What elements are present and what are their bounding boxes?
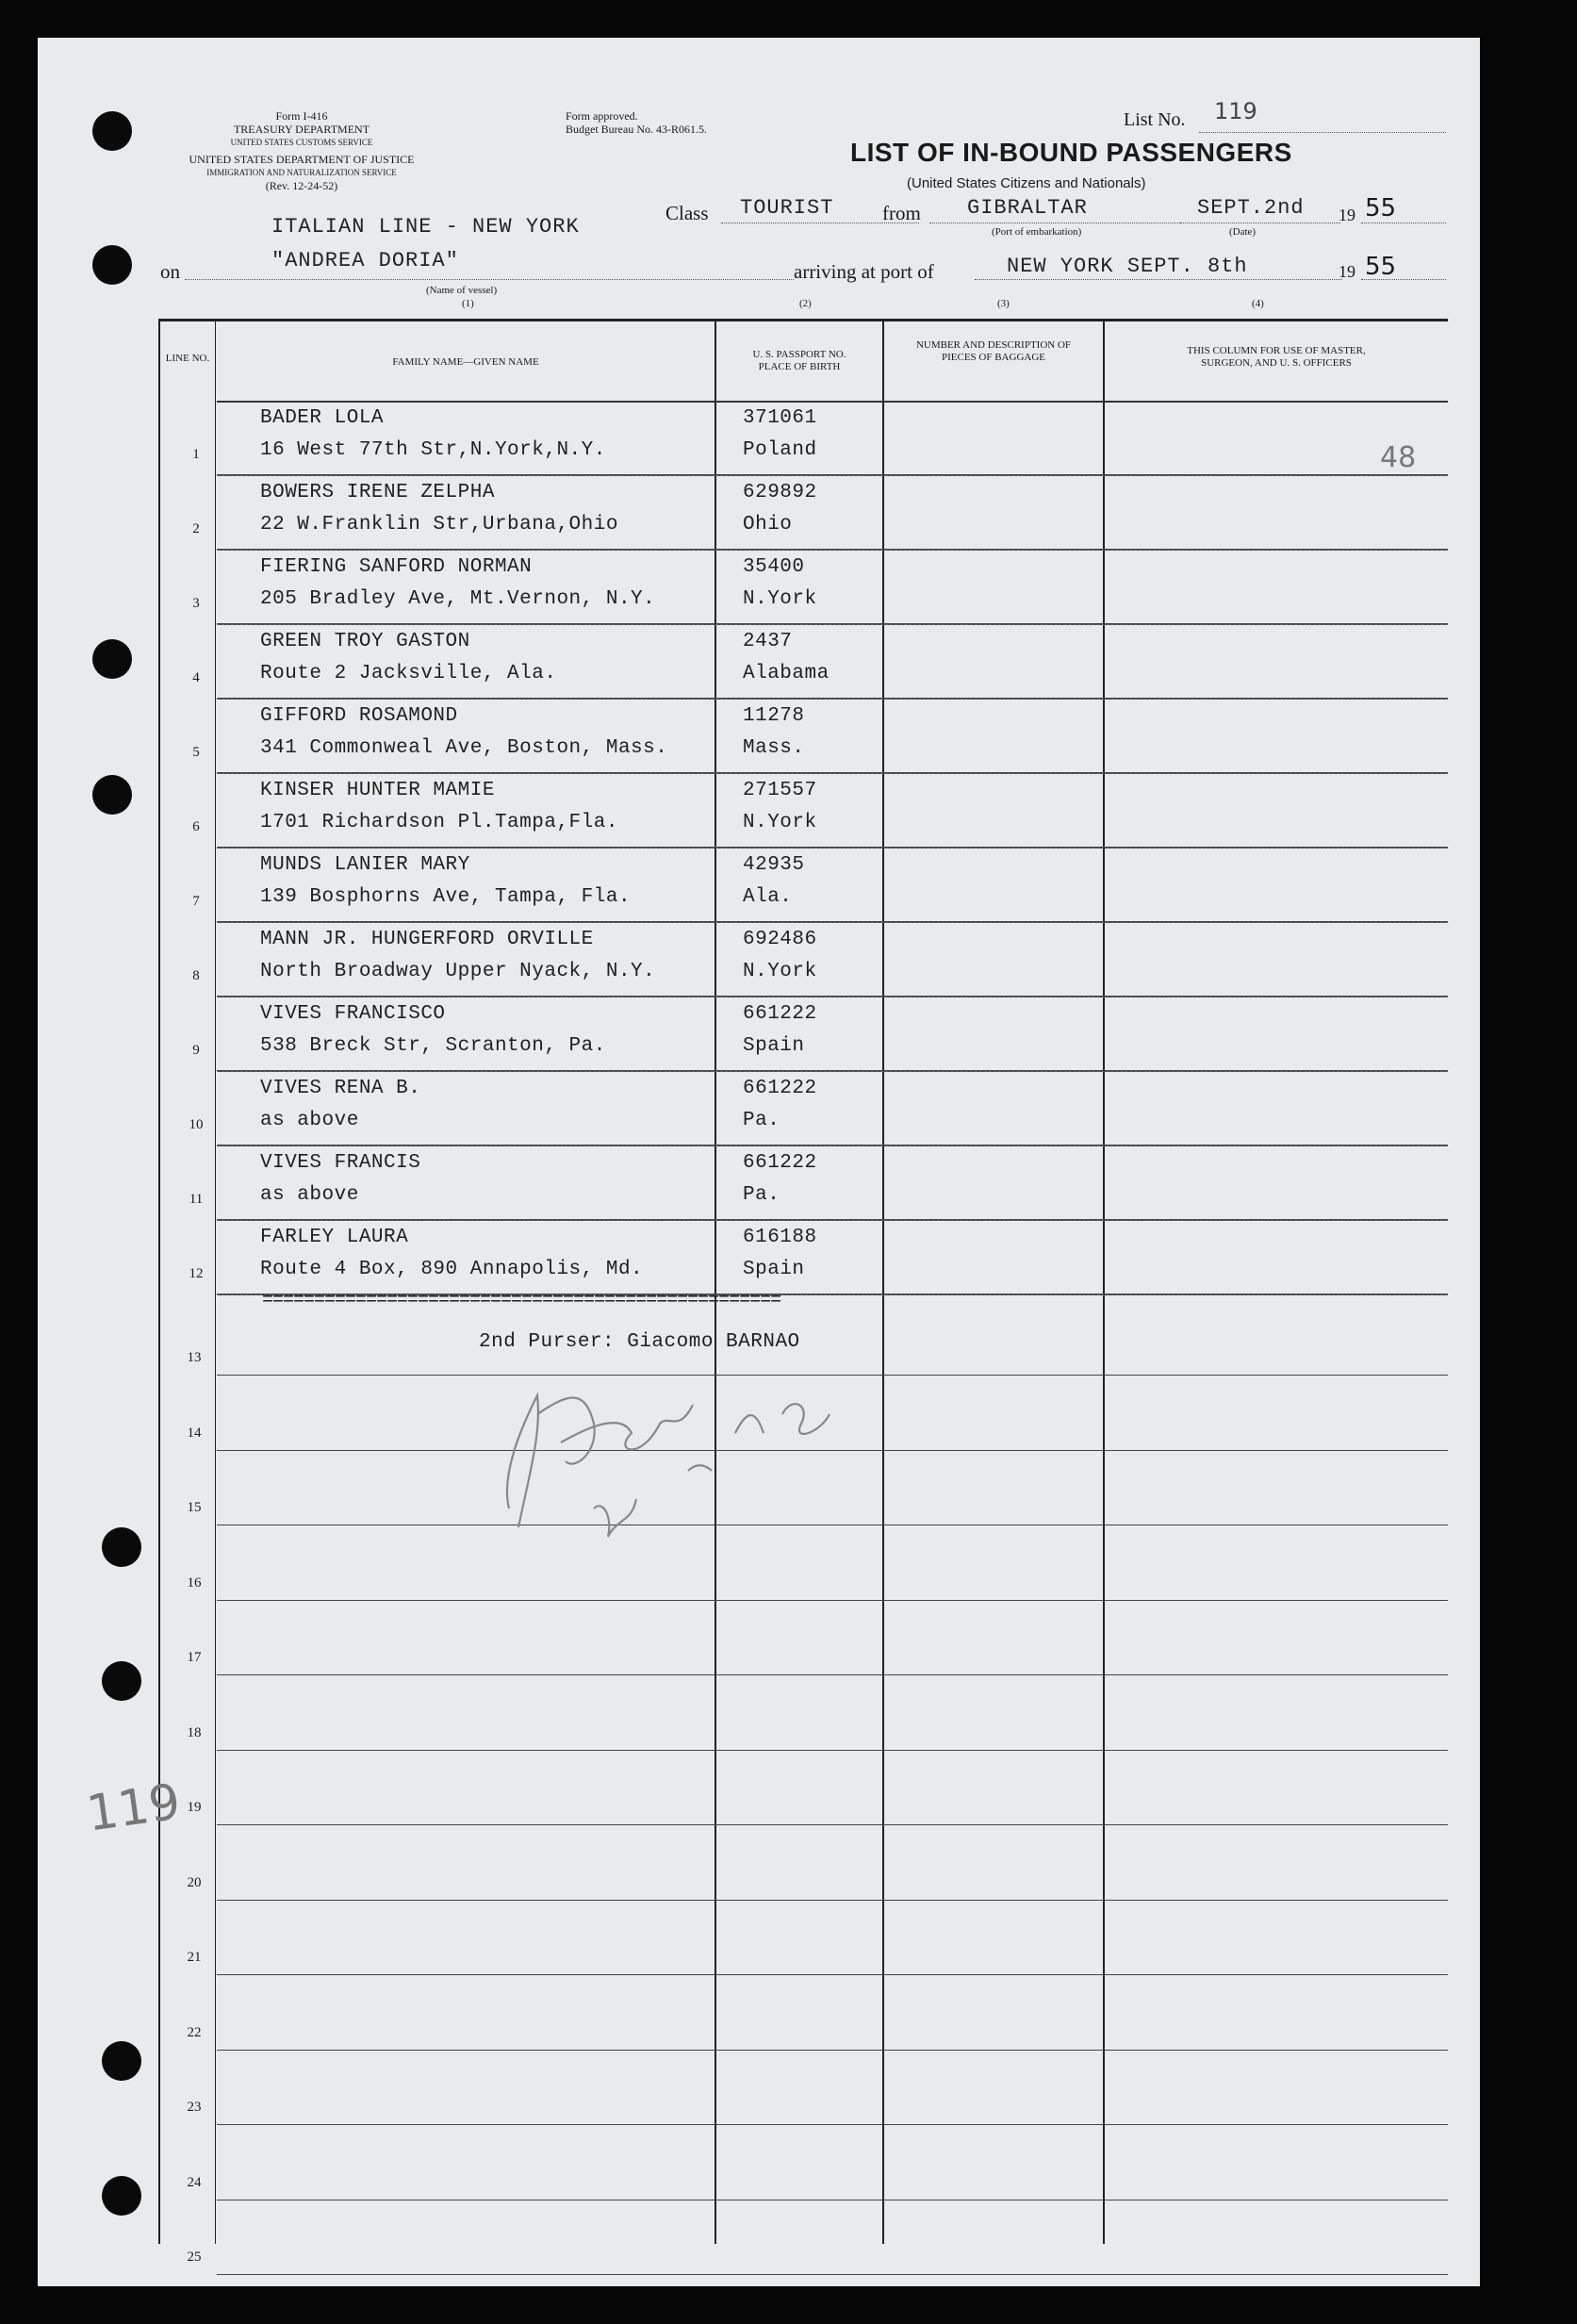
punch-hole (102, 2041, 141, 2081)
column-number: (1) (462, 298, 474, 309)
place-of-birth: N.York (743, 961, 817, 982)
passenger-address: Route 4 Box, 890 Annapolis, Md. (260, 1259, 644, 1280)
row-number: 9 (192, 1043, 200, 1058)
row-divider (217, 1674, 1448, 1675)
passport-number: 692486 (743, 929, 817, 950)
year-value: 55 (1365, 194, 1397, 223)
form-approved: Form approved. (566, 109, 638, 123)
document-subtitle: (United States Citizens and Nationals) (907, 175, 1146, 191)
document-page (38, 38, 1480, 2286)
row-divider (217, 1600, 1448, 1601)
passenger-address: 341 Commonweal Ave, Boston, Mass. (260, 737, 668, 759)
row-divider (217, 474, 1448, 476)
row-divider (217, 698, 1448, 700)
row-divider (217, 1824, 1448, 1825)
vessel-caption: (Name of vessel) (426, 285, 498, 296)
row-number: 12 (189, 1266, 204, 1281)
passport-number: 271557 (743, 780, 817, 801)
row-number: 11 (189, 1192, 204, 1207)
passenger-name: BADER LOLA (260, 407, 385, 429)
passport-number: 661222 (743, 1152, 817, 1174)
passport-number: 42935 (743, 854, 805, 876)
separator-line: ================================================== (262, 1290, 781, 1311)
passenger-name: GIFFORD ROSAMOND (260, 705, 458, 727)
passenger-address: 16 West 77th Str,N.York,N.Y. (260, 439, 606, 461)
passenger-address: Route 2 Jacksville, Ala. (260, 663, 557, 684)
passenger-name: MUNDS LANIER MARY (260, 854, 470, 876)
table-left-border (158, 321, 160, 2244)
passenger-name: KINSER HUNTER MAMIE (260, 780, 495, 801)
baggage-column-border (1103, 321, 1105, 2244)
passenger-address: 538 Breck Str, Scranton, Pa. (260, 1035, 606, 1057)
treasury-department: TREASURY DEPARTMENT (233, 123, 370, 136)
row-number: 8 (192, 968, 200, 983)
class-label: Class (665, 202, 709, 224)
passenger-address: as above (260, 1110, 359, 1131)
place-of-birth: Ohio (743, 514, 793, 536)
header-line-no: LINE NO. (165, 353, 210, 364)
row-divider (217, 2050, 1448, 2051)
header-name: FAMILY NAME—GIVEN NAME (392, 356, 539, 368)
row-number: 17 (187, 1650, 202, 1665)
punch-hole (102, 1527, 141, 1567)
row-number: 22 (187, 2024, 202, 2040)
row-divider (217, 996, 1448, 997)
passport-number: 661222 (743, 1078, 817, 1099)
row-number: 6 (192, 819, 200, 834)
passenger-address: 22 W.Franklin Str,Urbana,Ohio (260, 514, 618, 536)
year-prefix: 19 (1339, 206, 1355, 224)
passenger-name: BOWERS IRENE ZELPHA (260, 482, 495, 503)
column-number: (4) (1252, 298, 1264, 309)
budget-number: Budget Bureau No. 43-R061.5. (566, 123, 707, 136)
header-bottom-border (217, 401, 1448, 403)
row-number: 18 (187, 1724, 202, 1740)
revision-date: (Rev. 12-24-52) (265, 179, 338, 192)
date-caption: (Date) (1229, 226, 1257, 238)
row-divider (217, 549, 1448, 551)
row-divider (217, 1974, 1448, 1975)
row-number: 24 (187, 2174, 202, 2190)
passenger-name: FIERING SANFORD NORMAN (260, 556, 533, 578)
list-number-label: List No. (1124, 109, 1186, 130)
row-number: 21 (187, 1950, 202, 1965)
row-number: 7 (192, 894, 200, 909)
port-caption: (Port of embarkation) (992, 226, 1082, 238)
row-number: 15 (187, 1500, 202, 1515)
passenger-address: 1701 Richardson Pl.Tampa,Fla. (260, 812, 618, 833)
passenger-name: VIVES FRANCISCO (260, 1003, 446, 1025)
row-divider (217, 1750, 1448, 1751)
place-of-birth: Alabama (743, 663, 830, 684)
year-value: 55 (1365, 253, 1397, 281)
row-divider (217, 921, 1448, 923)
punch-hole (92, 775, 132, 815)
row-divider (217, 1219, 1448, 1221)
passport-number: 35400 (743, 556, 805, 578)
passport-number: 661222 (743, 1003, 817, 1025)
place-of-birth: Spain (743, 1259, 805, 1280)
passenger-name: VIVES RENA B. (260, 1078, 421, 1099)
place-of-birth: Pa. (743, 1184, 780, 1206)
row-number: 25 (187, 2250, 202, 2265)
name-column-border (715, 321, 716, 2244)
punch-hole (92, 639, 132, 679)
passport-number: 629892 (743, 482, 817, 503)
row-number: 1 (192, 447, 200, 462)
arriving-label: arriving at port of (794, 260, 934, 283)
passport-column-border (882, 321, 884, 2244)
row-divider (217, 1145, 1448, 1146)
customs-service: UNITED STATES CUSTOMS SERVICE (230, 138, 373, 147)
year-prefix: 19 (1339, 262, 1355, 281)
ins-service: IMMIGRATION AND NATURALIZATION SERVICE (206, 168, 397, 177)
passenger-address: 139 Bosphorns Ave, Tampa, Fla. (260, 886, 632, 908)
row-number: 20 (187, 1874, 202, 1890)
place-of-birth: Mass. (743, 737, 805, 759)
side-annotation: 48 (1380, 441, 1417, 474)
place-of-birth: Poland (743, 439, 817, 461)
place-of-birth: Spain (743, 1035, 805, 1057)
header-officers: THIS COLUMN FOR USE OF MASTER, SURGEON, AND U. S. OFFICERS (1187, 345, 1366, 369)
row-divider (217, 623, 1448, 625)
row-divider (217, 847, 1448, 849)
punch-hole (92, 245, 132, 285)
punch-hole (102, 2176, 141, 2216)
row-number: 19 (187, 1800, 202, 1815)
row-number: 23 (187, 2100, 202, 2115)
shipping-line: ITALIAN LINE - NEW YORK (271, 215, 580, 239)
row-divider (217, 2274, 1448, 2275)
row-divider (217, 772, 1448, 774)
passenger-address: North Broadway Upper Nyack, N.Y. (260, 961, 656, 982)
column-number: (3) (997, 298, 1010, 309)
place-of-birth: Ala. (743, 886, 793, 908)
passport-number: 11278 (743, 705, 805, 727)
row-divider (217, 2124, 1448, 2125)
purser-name: 2nd Purser: Giacomo BARNAO (479, 1331, 800, 1353)
embarkation-date: SEPT.2nd (1197, 196, 1305, 220)
justice-department: UNITED STATES DEPARTMENT OF JUSTICE (189, 153, 415, 166)
header-passport: U. S. PASSPORT NO. PLACE OF BIRTH (752, 349, 846, 372)
place-of-birth: Pa. (743, 1110, 780, 1131)
row-number: 10 (189, 1117, 204, 1132)
row-number: 16 (187, 1574, 202, 1591)
row-number: 14 (187, 1425, 202, 1441)
row-divider (217, 1900, 1448, 1901)
agency-block (104, 109, 500, 192)
passenger-name: GREEN TROY GASTON (260, 631, 470, 652)
class-value: TOURIST (740, 196, 834, 220)
row-divider (217, 1070, 1448, 1072)
list-number: 119 (1214, 98, 1257, 124)
row-number: 2 (192, 521, 200, 536)
line-no-column-border (215, 321, 216, 2244)
row-number: 13 (187, 1350, 202, 1365)
passenger-name: FARLEY LAURA (260, 1227, 409, 1248)
passenger-name: VIVES FRANCIS (260, 1152, 421, 1174)
passport-number: 371061 (743, 407, 817, 429)
row-number: 4 (192, 670, 200, 685)
table-top-border (158, 319, 1448, 321)
place-of-birth: N.York (743, 812, 817, 833)
vessel-name: "ANDREA DORIA" (271, 249, 459, 272)
passport-number: 616188 (743, 1227, 817, 1248)
passenger-address: as above (260, 1184, 359, 1206)
document-title: LIST OF IN-BOUND PASSENGERS (850, 138, 1292, 167)
passport-number: 2437 (743, 631, 793, 652)
purser-signature (471, 1358, 867, 1565)
column-number: (2) (799, 298, 812, 309)
on-label: on (160, 260, 180, 283)
passenger-address: 205 Bradley Ave, Mt.Vernon, N.Y. (260, 588, 656, 610)
header-baggage: NUMBER AND DESCRIPTION OF PIECES OF BAGGAGE (915, 339, 1072, 363)
approval-block (566, 109, 707, 136)
row-number: 5 (192, 745, 200, 760)
margin-annotation: 119 (83, 1773, 184, 1843)
punch-hole (102, 1661, 141, 1701)
form-number: Form I-416 (275, 109, 328, 123)
arrival-port-date: NEW YORK SEPT. 8th (1007, 255, 1248, 278)
from-label: from (882, 202, 921, 224)
row-number: 3 (192, 596, 200, 611)
place-of-birth: N.York (743, 588, 817, 610)
port-of-embarkation: GIBRALTAR (967, 196, 1088, 220)
passenger-name: MANN JR. HUNGERFORD ORVILLE (260, 929, 594, 950)
